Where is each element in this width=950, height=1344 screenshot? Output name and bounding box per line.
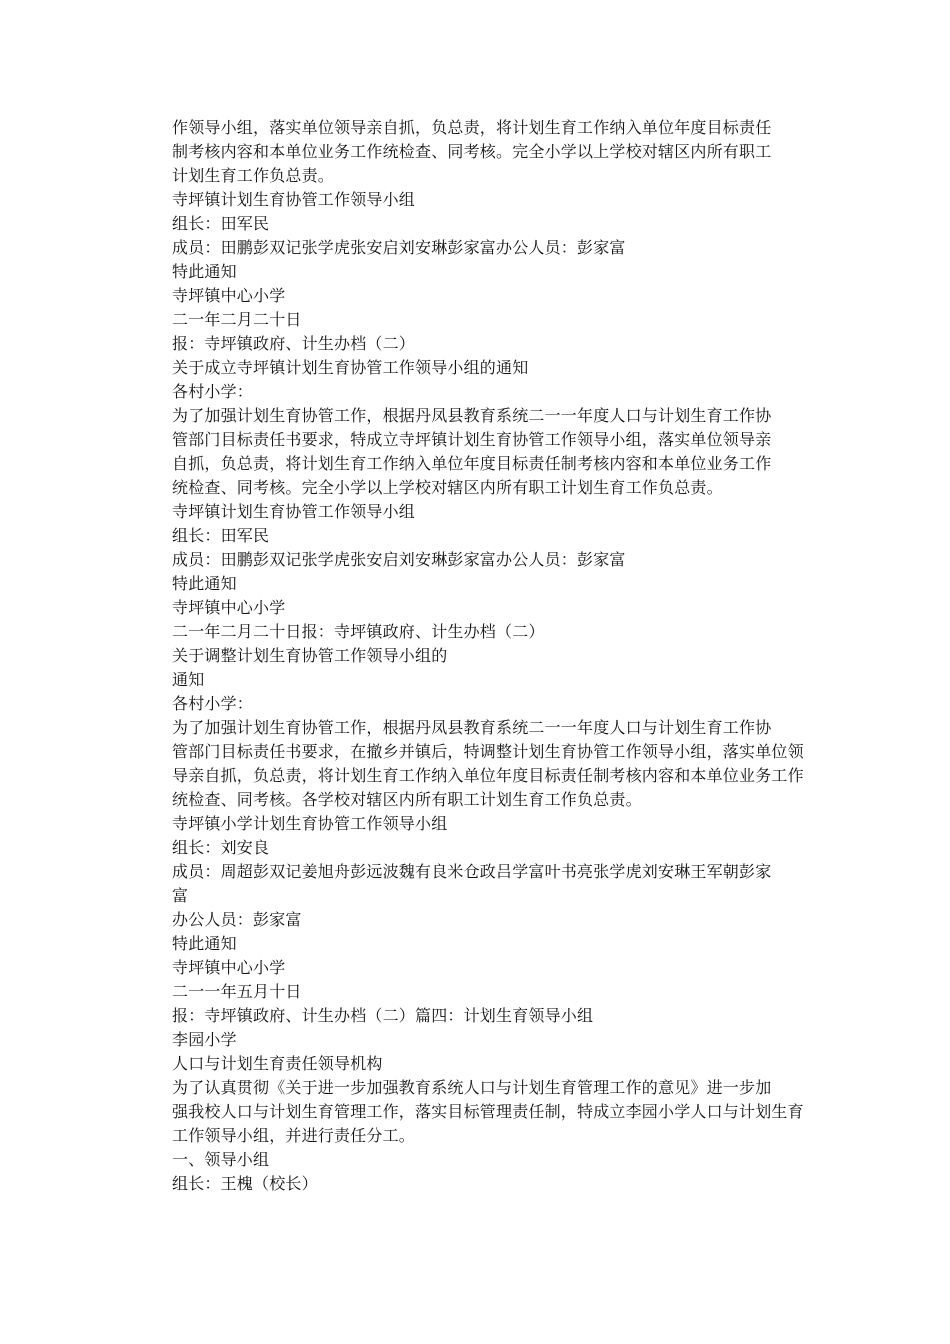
notice-title: 关于调整计划生育协管工作领导小组的 xyxy=(172,646,448,665)
text-line: 为了加强计划生育协管工作，根据丹凤县教育系统二一一年度人口与计划生育工作协 xyxy=(172,406,772,425)
text-line: 富 xyxy=(172,886,189,905)
text-line: 寺坪镇中心小学 xyxy=(172,286,286,305)
text-line: 作领导小组，落实单位领导亲自抓，负总责，将计划生育工作纳入单位年度目标责任 xyxy=(172,118,772,137)
text-line: 成员：田鹏彭双记张学虎张安启刘安琳彭家富办公人员：彭家富 xyxy=(172,238,626,257)
salutation: 各村小学： xyxy=(172,694,254,713)
text-line: 组长：田军民 xyxy=(172,526,270,545)
text-line: 寺坪镇计划生育协管工作领导小组 xyxy=(172,190,416,209)
text-line: 特此通知 xyxy=(172,262,237,281)
text-line: 特此通知 xyxy=(172,574,237,593)
text-line: 强我校人口与计划生育管理工作，落实目标管理责任制，特成立李园小学人口与计划生育 xyxy=(172,1102,804,1121)
text-line: 二一年二月二十日报：寺坪镇政府、计生办档（二） xyxy=(172,622,545,641)
text-line: 二一年二月二十日 xyxy=(172,310,302,329)
text-line: 工作领导小组，并进行责任分工。 xyxy=(172,1126,416,1145)
text-line: 组长：刘安良 xyxy=(172,838,270,857)
text-line: 管部门目标责任书要求，特成立寺坪镇计划生育协管工作领导小组，落实单位领导亲 xyxy=(172,430,772,449)
text-line: 计划生育工作负总责。 xyxy=(172,166,335,185)
text-line: 为了认真贯彻《关于进一步加强教育系统人口与计划生育管理工作的意见》进一步加 xyxy=(172,1078,772,1097)
text-line: 寺坪镇小学计划生育协管工作领导小组 xyxy=(172,814,448,833)
text-line: 办公人员：彭家富 xyxy=(172,910,302,929)
text-line: 统检查、同考核。各学校对辖区内所有职工计划生育工作负总责。 xyxy=(172,790,642,809)
text-line: 制考核内容和本单位业务工作统检查、同考核。完全小学以上学校对辖区内所有职工 xyxy=(172,142,772,161)
text-line: 成员：周超彭双记姜旭舟彭远波魏有良米仓政吕学富叶书亮张学虎刘安琳王军朝彭家 xyxy=(172,862,772,881)
text-line: 组长：王槐（校长） xyxy=(172,1174,318,1193)
text-line: 自抓，负总责，将计划生育工作纳入单位年度目标责任制考核内容和本单位业务工作 xyxy=(172,454,772,473)
text-line: 报：寺坪镇政府、计生办档（二）篇四：计划生育领导小组 xyxy=(172,1006,594,1025)
section-heading: 一、领导小组 xyxy=(172,1150,270,1169)
text-line: 二一一年五月十日 xyxy=(172,982,302,1001)
text-line: 成员：田鹏彭双记张学虎张安启刘安琳彭家富办公人员：彭家富 xyxy=(172,550,626,569)
notice-title: 关于成立寺坪镇计划生育协管工作领导小组的通知 xyxy=(172,358,529,377)
text-line: 寺坪镇中心小学 xyxy=(172,598,286,617)
text-line: 导亲自抓，负总责，将计划生育工作纳入单位年度目标责任制考核内容和本单位业务工作 xyxy=(172,766,804,785)
text-line: 报：寺坪镇政府、计生办档（二） xyxy=(172,334,416,353)
text-line: 组长：田军民 xyxy=(172,214,270,233)
text-line: 人口与计划生育责任领导机构 xyxy=(172,1054,383,1073)
document-body xyxy=(172,116,820,1196)
text-line: 特此通知 xyxy=(172,934,237,953)
text-line: 寺坪镇中心小学 xyxy=(172,958,286,977)
notice-title: 通知 xyxy=(172,670,205,689)
text-line: 为了加强计划生育协管工作，根据丹凤县教育系统二一一年度人口与计划生育工作协 xyxy=(172,718,772,737)
text-line: 李园小学 xyxy=(172,1030,237,1049)
text-line: 统检查、同考核。完全小学以上学校对辖区内所有职工计划生育工作负总责。 xyxy=(172,478,723,497)
text-line: 寺坪镇计划生育协管工作领导小组 xyxy=(172,502,416,521)
salutation: 各村小学： xyxy=(172,382,254,401)
text-line: 管部门目标责任书要求，在撤乡并镇后，特调整计划生育协管工作领导小组，落实单位领 xyxy=(172,742,804,761)
